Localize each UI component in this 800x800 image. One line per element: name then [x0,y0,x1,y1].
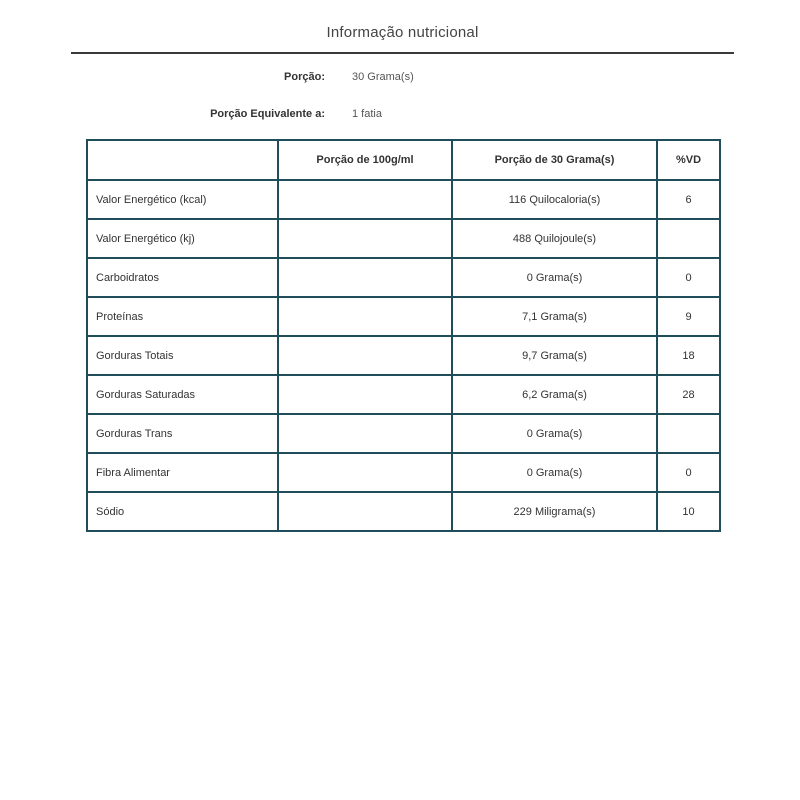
table-row [87,180,720,219]
portion-label: Porção: [284,71,325,83]
value-vd: 18 [657,336,720,375]
portion-equivalent-label: Porção Equivalente a: [210,108,325,120]
header-per-30g: Porção de 30 Grama(s) [452,140,657,180]
page-title: Informação nutricional [326,24,479,41]
value-vd: 10 [657,492,720,531]
portion-row [0,71,800,91]
table-header-row [87,140,720,180]
header-nutrient [87,140,278,180]
table-row [87,258,720,297]
value-vd: 0 [657,258,720,297]
value-vd: 28 [657,375,720,414]
value-per-30g: 229 Miligrama(s) [452,492,657,531]
table-row [87,219,720,258]
table-row [87,336,720,375]
value-vd: 9 [657,297,720,336]
nutrient-name: Valor Energético (kj) [87,219,278,258]
value-per-100g [278,180,452,219]
value-per-100g [278,453,452,492]
value-per-30g: 9,7 Grama(s) [452,336,657,375]
header-per-100g: Porção de 100g/ml [278,140,452,180]
table-row [87,453,720,492]
nutrient-name: Sódio [87,492,278,531]
value-per-30g: 6,2 Grama(s) [452,375,657,414]
table-row [87,375,720,414]
value-per-30g: 488 Quilojoule(s) [452,219,657,258]
portion-value: 30 Grama(s) [352,71,414,83]
nutrient-name: Fibra Alimentar [87,453,278,492]
value-per-30g: 0 Grama(s) [452,453,657,492]
value-per-30g: 116 Quilocaloria(s) [452,180,657,219]
title-divider [71,52,734,54]
value-vd: 6 [657,180,720,219]
nutrient-name: Valor Energético (kcal) [87,180,278,219]
value-vd [657,219,720,258]
nutrient-name: Gorduras Saturadas [87,375,278,414]
value-per-100g [278,375,452,414]
value-per-100g [278,492,452,531]
portion-equivalent-row [0,108,800,128]
value-per-100g [278,258,452,297]
value-per-100g [278,414,452,453]
value-per-30g: 0 Grama(s) [452,414,657,453]
header-vd: %VD [657,140,720,180]
nutrition-table [86,139,721,532]
table-row [87,414,720,453]
value-per-30g: 0 Grama(s) [452,258,657,297]
nutrient-name: Carboidratos [87,258,278,297]
table-row [87,297,720,336]
portion-equivalent-value: 1 fatia [352,108,382,120]
table-row [87,492,720,531]
value-per-100g [278,297,452,336]
value-per-100g [278,336,452,375]
nutrient-name: Proteínas [87,297,278,336]
nutrient-name: Gorduras Totais [87,336,278,375]
value-per-100g [278,219,452,258]
value-per-30g: 7,1 Grama(s) [452,297,657,336]
value-vd: 0 [657,453,720,492]
value-vd [657,414,720,453]
nutrient-name: Gorduras Trans [87,414,278,453]
